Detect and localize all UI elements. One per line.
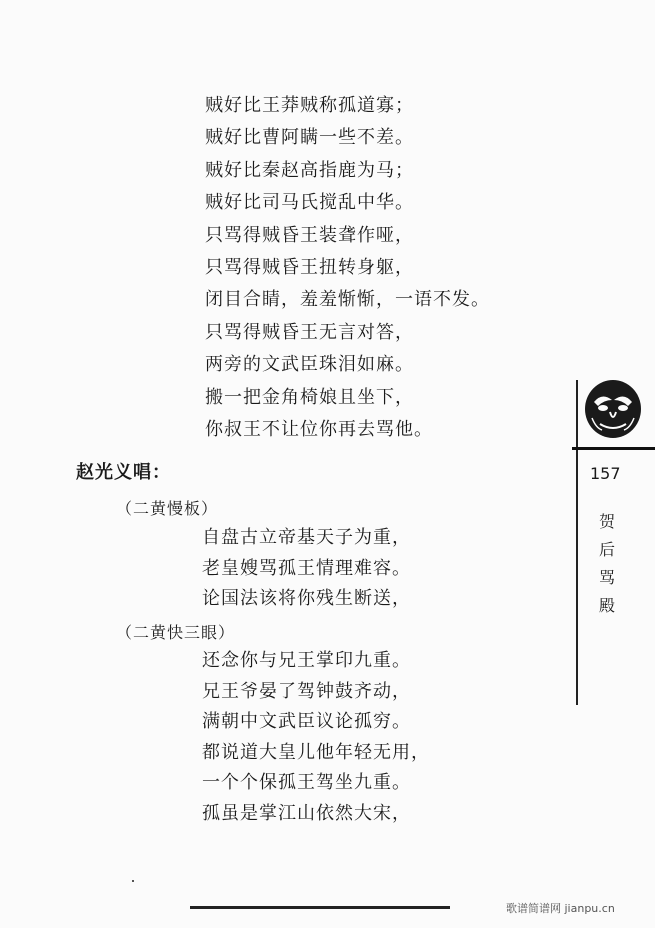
lyric-line: 自盘古立帝基天子为重， xyxy=(202,527,411,548)
opera-mask-icon xyxy=(582,378,644,440)
header-rule xyxy=(572,447,655,450)
lyric-line: 老皇嫂骂孤王情理难容。 xyxy=(202,557,411,579)
verse-line: 只骂得贼昏王装聋作哑， xyxy=(205,224,414,246)
verse-block xyxy=(205,90,490,446)
lyrics-section xyxy=(202,646,430,830)
verse-line: 贼好比曹阿瞒一些不差。 xyxy=(205,127,414,149)
verse-line: 贼好比司马氏搅乱中华。 xyxy=(205,192,414,214)
page-number: 157 xyxy=(590,464,621,483)
lyrics-section xyxy=(202,523,411,615)
bottom-rule xyxy=(190,906,450,909)
verse-line: 贼好比秦赵高指鹿为马； xyxy=(205,159,414,181)
tune-label: （二黄慢板） xyxy=(116,499,219,518)
lyric-line: 论国法该将你残生断送， xyxy=(202,588,411,610)
verse-line: 贼好比王莽贼称孤道寡； xyxy=(205,95,414,116)
margin-rule xyxy=(576,380,578,705)
verse-line: 两旁的文武臣珠泪如麻。 xyxy=(205,354,414,376)
scan-speck xyxy=(132,880,134,882)
lyric-line: 孤虽是掌江山依然大宋， xyxy=(202,802,411,824)
lyric-line: 都说道大皇儿他年轻无用， xyxy=(202,741,430,763)
verse-line: 闭目合睛，羞羞惭惭，一语不发。 xyxy=(205,289,490,311)
verse-line: 只骂得贼昏王无言对答， xyxy=(205,321,414,343)
lyric-line: 一个个保孤王驾坐九重。 xyxy=(202,772,411,794)
speaker-heading: 赵光义唱： xyxy=(76,462,171,483)
verse-line: 你叔王不让位你再去骂他。 xyxy=(205,418,433,440)
verse-line: 只骂得贼昏王扭转身躯， xyxy=(205,256,414,278)
lyric-line: 兄王爷晏了驾钟鼓齐动， xyxy=(202,680,411,702)
tune-label: （二黄快三眼） xyxy=(116,623,236,642)
lyric-line: 还念你与兄王掌印九重。 xyxy=(202,650,411,671)
watermark: 歌谱简谱网 jianpu.cn xyxy=(506,902,615,915)
chapter-title: 贺后骂殿 xyxy=(598,512,615,615)
lyric-line: 满朝中文武臣议论孤穷。 xyxy=(202,711,411,733)
verse-line: 搬一把金角椅娘且坐下， xyxy=(205,386,414,408)
